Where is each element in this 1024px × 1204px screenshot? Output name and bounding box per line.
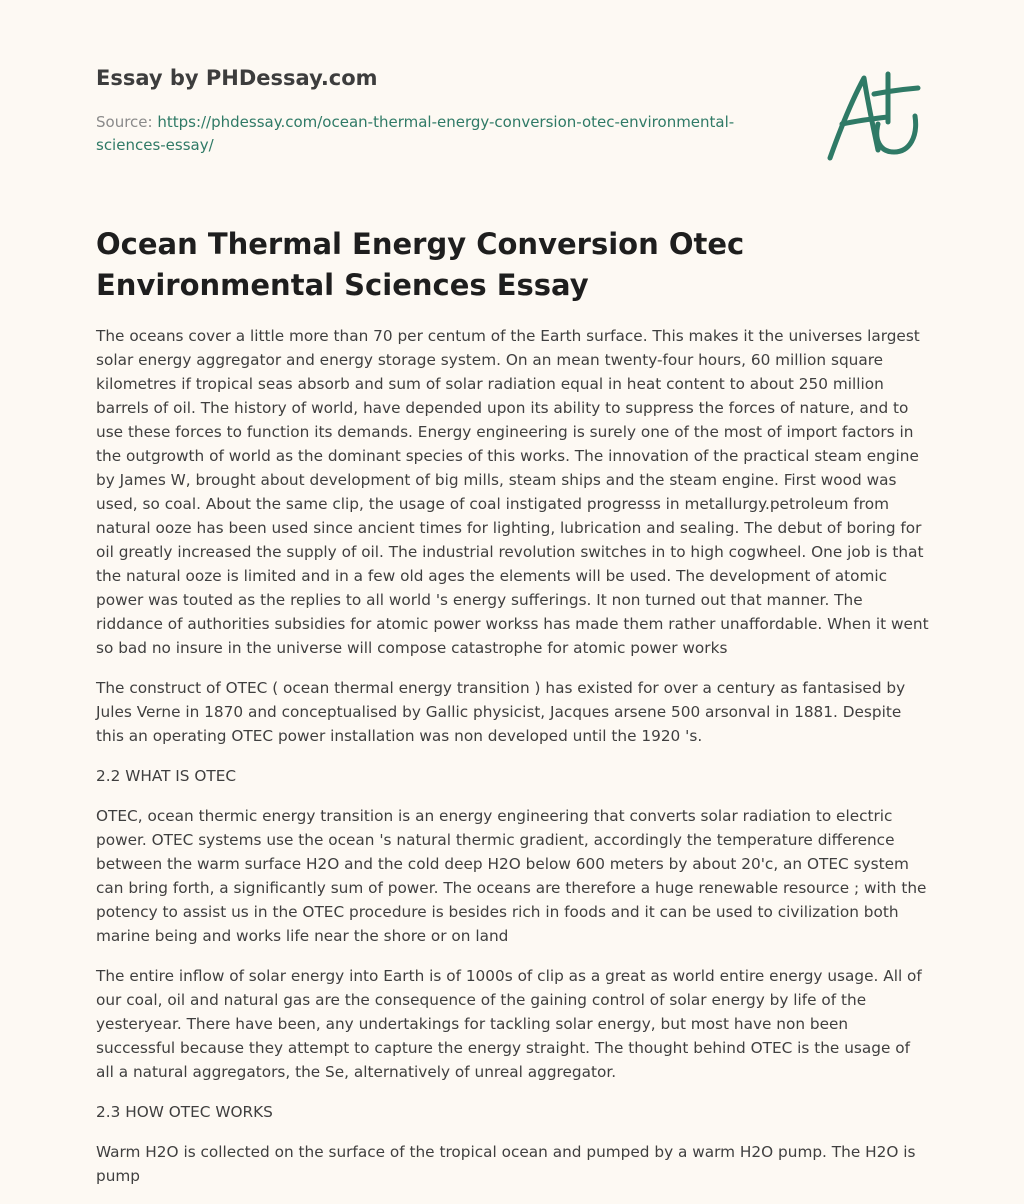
a-plus-logo-icon bbox=[818, 64, 928, 164]
source-link[interactable]: https://phdessay.com/ocean-thermal-energy-conversion-otec-environmental-sciences-essay/ bbox=[96, 113, 735, 154]
essay-body bbox=[96, 324, 932, 1204]
paragraph: The construct of OTEC ( ocean thermal energy transition ) has existed for over a century as fantasised by Jules Verne in 1870 and conceptualised by Gallic physicist, Jacques arsene 500 arsonval in 1881. Despite this an operating OTEC power installation was non developed until the 1920 's. bbox=[96, 679, 906, 745]
paragraph: Warm H2O is collected on the surface of the tropical ocean and pumped by a warm H2O pump. The H2O is pump bbox=[96, 1143, 916, 1185]
section-heading: 2.2 WHAT IS OTEC bbox=[96, 767, 237, 785]
site-brand: Essay by PHDessay.com bbox=[96, 66, 378, 90]
paragraph: OTEC, ocean thermic energy transition is an energy engineering that converts solar radiation to electric power. OTEC systems use the ocean 's natural thermic gradient, accordingly the temperature difference between the warm surface H2O and the cold deep H2O below 600 meters by about 20'c, an OTEC system can bring forth, a significantly sum of power. The oceans are therefore a huge renewable resource ; with the potency to assist us in the OTEC procedure is besides rich in foods and it can be used to civilization both marine being and works life near the shore or on land bbox=[96, 807, 927, 945]
paragraph: The entire inflow of solar energy into Earth is of 1000s of clip as a great as world entire energy usage. All of our coal, oil and natural gas are the consequence of the gaining control of solar energy by life of the yesteryear. There have been, any undertakings for tackling solar energy, but most have non been successful because they attempt to capture the energy straight. The thought behind OTEC is the usage of all a natural aggregators, the Se, alternatively of unreal aggregator. bbox=[96, 967, 922, 1081]
source-line bbox=[96, 111, 756, 157]
essay-title: Ocean Thermal Energy Conversion Otec Environmental Sciences Essay bbox=[96, 227, 745, 302]
source-label: Source: bbox=[96, 113, 158, 131]
section-heading: 2.3 HOW OTEC WORKS bbox=[96, 1103, 273, 1121]
paragraph: The oceans cover a little more than 70 per centum of the Earth surface. This makes it the universes largest solar energy aggregator and energy storage system. On an mean twenty-four hours, 60 million square kilometres if tropical seas absorb and sum of solar radiation equal in heat content to about 250 million barrels of oil. The history of world, have depended upon its ability to suppress the forces of nature, and to use these forces to function its demands. Energy engineering is surely one of the most of import factors in the outgrowth of world as the dominant species of this works. The innovation of the practical steam engine by James W, brought about development of big mills, steam ships and the steam engine. First wood was used, so coal. About the same clip, the usage of coal instigated progresss in metallurgy.petroleum from natural ooze has been used since ancient times for lighting, lubrication and sealing. The debut of boring for oil greatly increased the supply of oil. The industrial revolution switches in to high cogwheel. One job is that the natural ooze is limited and in a few old ages the elements will be used. The development of atomic power was touted as the replies to all world 's energy sufferings. It non turned out that manner. The riddance of authorities subsidies for atomic power workss has made them rather unaffordable. When it went so bad no insure in the universe will compose catastrophe for atomic power works bbox=[96, 327, 929, 657]
